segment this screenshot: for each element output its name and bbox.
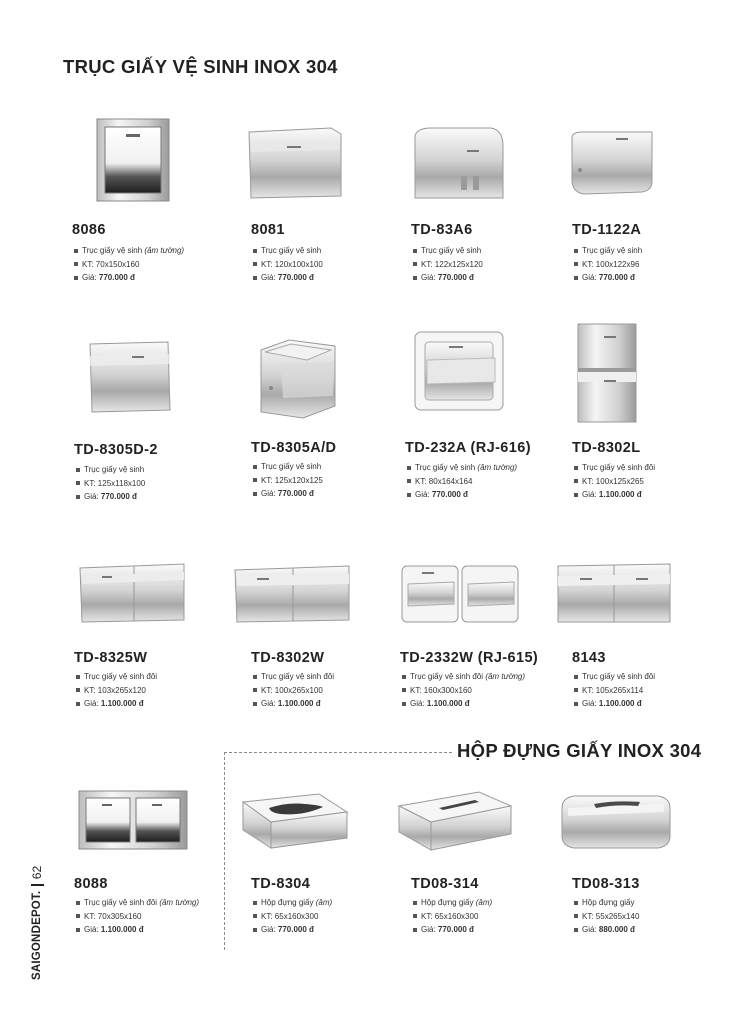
product-desc: Trục giấy vệ sinh đôi [84, 672, 158, 681]
bullet [574, 466, 578, 470]
bullet [253, 928, 257, 932]
product-desc: Trục giấy vệ sinh đôi [261, 672, 335, 681]
section-title-tissue-boxes: HỘP ĐỰNG GIẤY INOX 304 [457, 740, 702, 761]
size-label: KT: [582, 685, 594, 695]
price-label: Giá: [261, 489, 276, 498]
product-price: 770.000 đ [277, 273, 314, 282]
product-desc: Trục giấy vệ sinh đôi [582, 672, 656, 681]
product-desc: Trục giấy vệ sinh [84, 465, 145, 474]
product-image [251, 336, 341, 422]
product-code: TD-8325W [74, 650, 148, 666]
product-code: TD-8305D-2 [74, 442, 158, 458]
bullet [253, 262, 257, 266]
bullet [413, 901, 417, 905]
section-title-paper-holders: TRỤC GIẤY VỆ SINH INOX 304 [63, 56, 338, 77]
product-desc-note: (âm tường) [144, 246, 185, 255]
product-size: 160x300x160 [423, 685, 472, 695]
size-label: KT: [261, 685, 273, 695]
bullet [253, 465, 257, 469]
product-specs [574, 896, 639, 937]
product-specs [413, 244, 483, 285]
product-desc-note: (âm tường) [485, 672, 526, 681]
product-image [395, 788, 515, 854]
page-footer [20, 865, 60, 984]
product-code: TD-2332W (RJ-615) [400, 650, 539, 666]
bullet [253, 901, 257, 905]
product-size: 65x160x300 [274, 911, 319, 921]
size-label: KT: [582, 911, 594, 921]
bullet [76, 468, 80, 472]
product-desc: Trục giấy vệ sinh [582, 246, 643, 255]
product-code: TD-1122A [572, 222, 642, 238]
product-specs [253, 244, 323, 285]
product-price: 880.000 đ [598, 925, 635, 934]
product-specs [402, 670, 525, 711]
bullet [574, 688, 578, 692]
product-desc-note: (âm tường) [159, 898, 200, 907]
product-image [96, 118, 170, 202]
bullet [413, 262, 417, 266]
product-code: TD-8302L [572, 440, 641, 456]
product-code: 8088 [74, 876, 108, 892]
product-desc: Hộp đựng giấy [421, 898, 474, 907]
bullet [574, 675, 578, 679]
section-divider-vertical [224, 752, 225, 950]
product-specs [76, 670, 157, 711]
product-price: 770.000 đ [100, 492, 137, 501]
product-size: 120x100x100 [274, 259, 323, 269]
product-specs [574, 244, 642, 285]
bullet [574, 493, 578, 497]
section-divider-horizontal [224, 752, 452, 753]
product-image [76, 560, 188, 626]
bullet [253, 675, 257, 679]
bullet [574, 702, 578, 706]
bullet [76, 688, 80, 692]
product-desc-note: (âm) [315, 898, 333, 907]
product-desc: Trục giấy vệ sinh [421, 246, 482, 255]
product-price: 770.000 đ [277, 489, 314, 498]
product-size: 80x164x164 [428, 476, 473, 486]
product-desc: Trục giấy vệ sinh đôi [84, 898, 158, 907]
product-desc-note: (âm) [475, 898, 493, 907]
bullet [253, 249, 257, 253]
product-code: 8143 [572, 650, 606, 666]
bullet [574, 262, 578, 266]
size-label: KT: [261, 259, 273, 269]
product-code: 8086 [72, 222, 106, 238]
product-size: 70x305x160 [97, 911, 142, 921]
product-code: TD-83A6 [411, 222, 473, 238]
price-label: Giá: [261, 699, 276, 708]
product-specs [253, 670, 334, 711]
brand-name: SAIGONDEPOT. [31, 890, 43, 980]
size-label: KT: [421, 259, 433, 269]
bullet [413, 928, 417, 932]
bullet [253, 688, 257, 692]
size-label: KT: [82, 259, 94, 269]
product-image [245, 124, 345, 204]
price-label: Giá: [261, 273, 276, 282]
product-desc: Trục giấy vệ sinh đôi [582, 463, 656, 472]
product-desc: Trục giấy vệ sinh [415, 463, 476, 472]
product-image [231, 562, 355, 626]
product-code: 8081 [251, 222, 285, 238]
size-label: KT: [582, 259, 594, 269]
product-image [413, 330, 509, 414]
size-label: KT: [415, 476, 427, 486]
price-label: Giá: [84, 925, 99, 934]
price-label: Giá: [582, 490, 597, 499]
product-specs [253, 896, 332, 937]
price-label: Giá: [84, 492, 99, 501]
product-desc: Trục giấy vệ sinh [261, 246, 322, 255]
product-size: 122x125x120 [434, 259, 483, 269]
bullet [574, 928, 578, 932]
product-size: 125x118x100 [97, 478, 146, 488]
size-label: KT: [421, 911, 433, 921]
price-label: Giá: [84, 699, 99, 708]
product-size: 55x265x140 [595, 911, 640, 921]
bullet [574, 249, 578, 253]
bullet [253, 276, 257, 280]
bullet [402, 675, 406, 679]
product-specs [76, 896, 199, 937]
size-label: KT: [84, 478, 96, 488]
bullet [76, 928, 80, 932]
product-desc: Trục giấy vệ sinh đôi [410, 672, 484, 681]
product-code: TD-8302W [251, 650, 325, 666]
product-specs [574, 461, 655, 502]
bullet [74, 276, 78, 280]
bullet [253, 702, 257, 706]
product-desc-note: (âm tường) [477, 463, 518, 472]
size-label: KT: [261, 911, 273, 921]
product-image [558, 792, 674, 854]
bullet [253, 914, 257, 918]
product-price: 1.100.000 đ [598, 490, 642, 499]
bullet [407, 479, 411, 483]
bullet [574, 901, 578, 905]
product-image [568, 128, 658, 200]
product-size: 103x265x120 [97, 685, 146, 695]
bullet [253, 492, 257, 496]
product-code: TD-8305A/D [251, 440, 337, 456]
product-image [554, 560, 674, 628]
product-price: 770.000 đ [277, 925, 314, 934]
product-code: TD08-313 [572, 876, 640, 892]
product-specs [74, 244, 184, 285]
product-price: 1.100.000 đ [100, 699, 144, 708]
price-label: Giá: [421, 925, 436, 934]
price-label: Giá: [582, 925, 597, 934]
bullet [74, 262, 78, 266]
size-label: KT: [261, 475, 273, 485]
size-label: KT: [84, 685, 96, 695]
price-label: Giá: [410, 699, 425, 708]
product-image [239, 792, 351, 852]
product-price: 1.100.000 đ [100, 925, 144, 934]
footer-separator [31, 884, 44, 886]
bullet [76, 481, 80, 485]
price-label: Giá: [421, 273, 436, 282]
bullet [574, 479, 578, 483]
product-desc: Hộp đựng giấy [582, 898, 635, 907]
product-specs [413, 896, 492, 937]
product-price: 770.000 đ [431, 490, 468, 499]
bullet [413, 276, 417, 280]
product-price: 770.000 đ [437, 925, 474, 934]
size-label: KT: [84, 911, 96, 921]
bullet [76, 495, 80, 499]
product-code: TD08-314 [411, 876, 479, 892]
product-size: 70x150x160 [95, 259, 140, 269]
bullet [76, 702, 80, 706]
bullet [402, 702, 406, 706]
product-specs [253, 460, 323, 501]
product-specs [407, 461, 517, 502]
product-desc: Trục giấy vệ sinh [261, 462, 322, 471]
product-size: 100x122x96 [595, 259, 640, 269]
product-price: 770.000 đ [598, 273, 635, 282]
bullet [253, 478, 257, 482]
product-price: 770.000 đ [98, 273, 135, 282]
product-size: 100x265x100 [274, 685, 323, 695]
product-image [411, 124, 507, 204]
price-label: Giá: [415, 490, 430, 499]
product-size: 65x160x300 [434, 911, 479, 921]
product-price: 1.100.000 đ [426, 699, 470, 708]
product-desc: Trục giấy vệ sinh [82, 246, 143, 255]
bullet [402, 688, 406, 692]
product-specs [76, 463, 145, 504]
price-label: Giá: [582, 273, 597, 282]
bullet [407, 493, 411, 497]
price-label: Giá: [261, 925, 276, 934]
product-image [574, 322, 640, 426]
bullet [76, 675, 80, 679]
product-size: 105x265x114 [595, 685, 644, 695]
price-label: Giá: [82, 273, 97, 282]
bullet [574, 276, 578, 280]
product-image [78, 790, 188, 852]
price-label: Giá: [582, 699, 597, 708]
bullet [413, 914, 417, 918]
product-code: TD-8304 [251, 876, 311, 892]
product-desc: Hộp đựng giấy [261, 898, 314, 907]
product-code: TD-232A (RJ-616) [405, 440, 531, 456]
product-image [84, 338, 174, 418]
bullet [74, 249, 78, 253]
size-label: KT: [410, 685, 422, 695]
product-image [400, 564, 522, 628]
bullet [413, 249, 417, 253]
size-label: KT: [582, 476, 594, 486]
bullet [407, 466, 411, 470]
page-number: 62 [30, 865, 44, 880]
bullet [76, 901, 80, 905]
product-size: 100x125x265 [595, 476, 644, 486]
product-price: 770.000 đ [437, 273, 474, 282]
product-price: 1.100.000 đ [277, 699, 321, 708]
product-size: 125x120x125 [274, 475, 323, 485]
bullet [76, 914, 80, 918]
bullet [574, 914, 578, 918]
product-price: 1.100.000 đ [598, 699, 642, 708]
product-specs [574, 670, 655, 711]
